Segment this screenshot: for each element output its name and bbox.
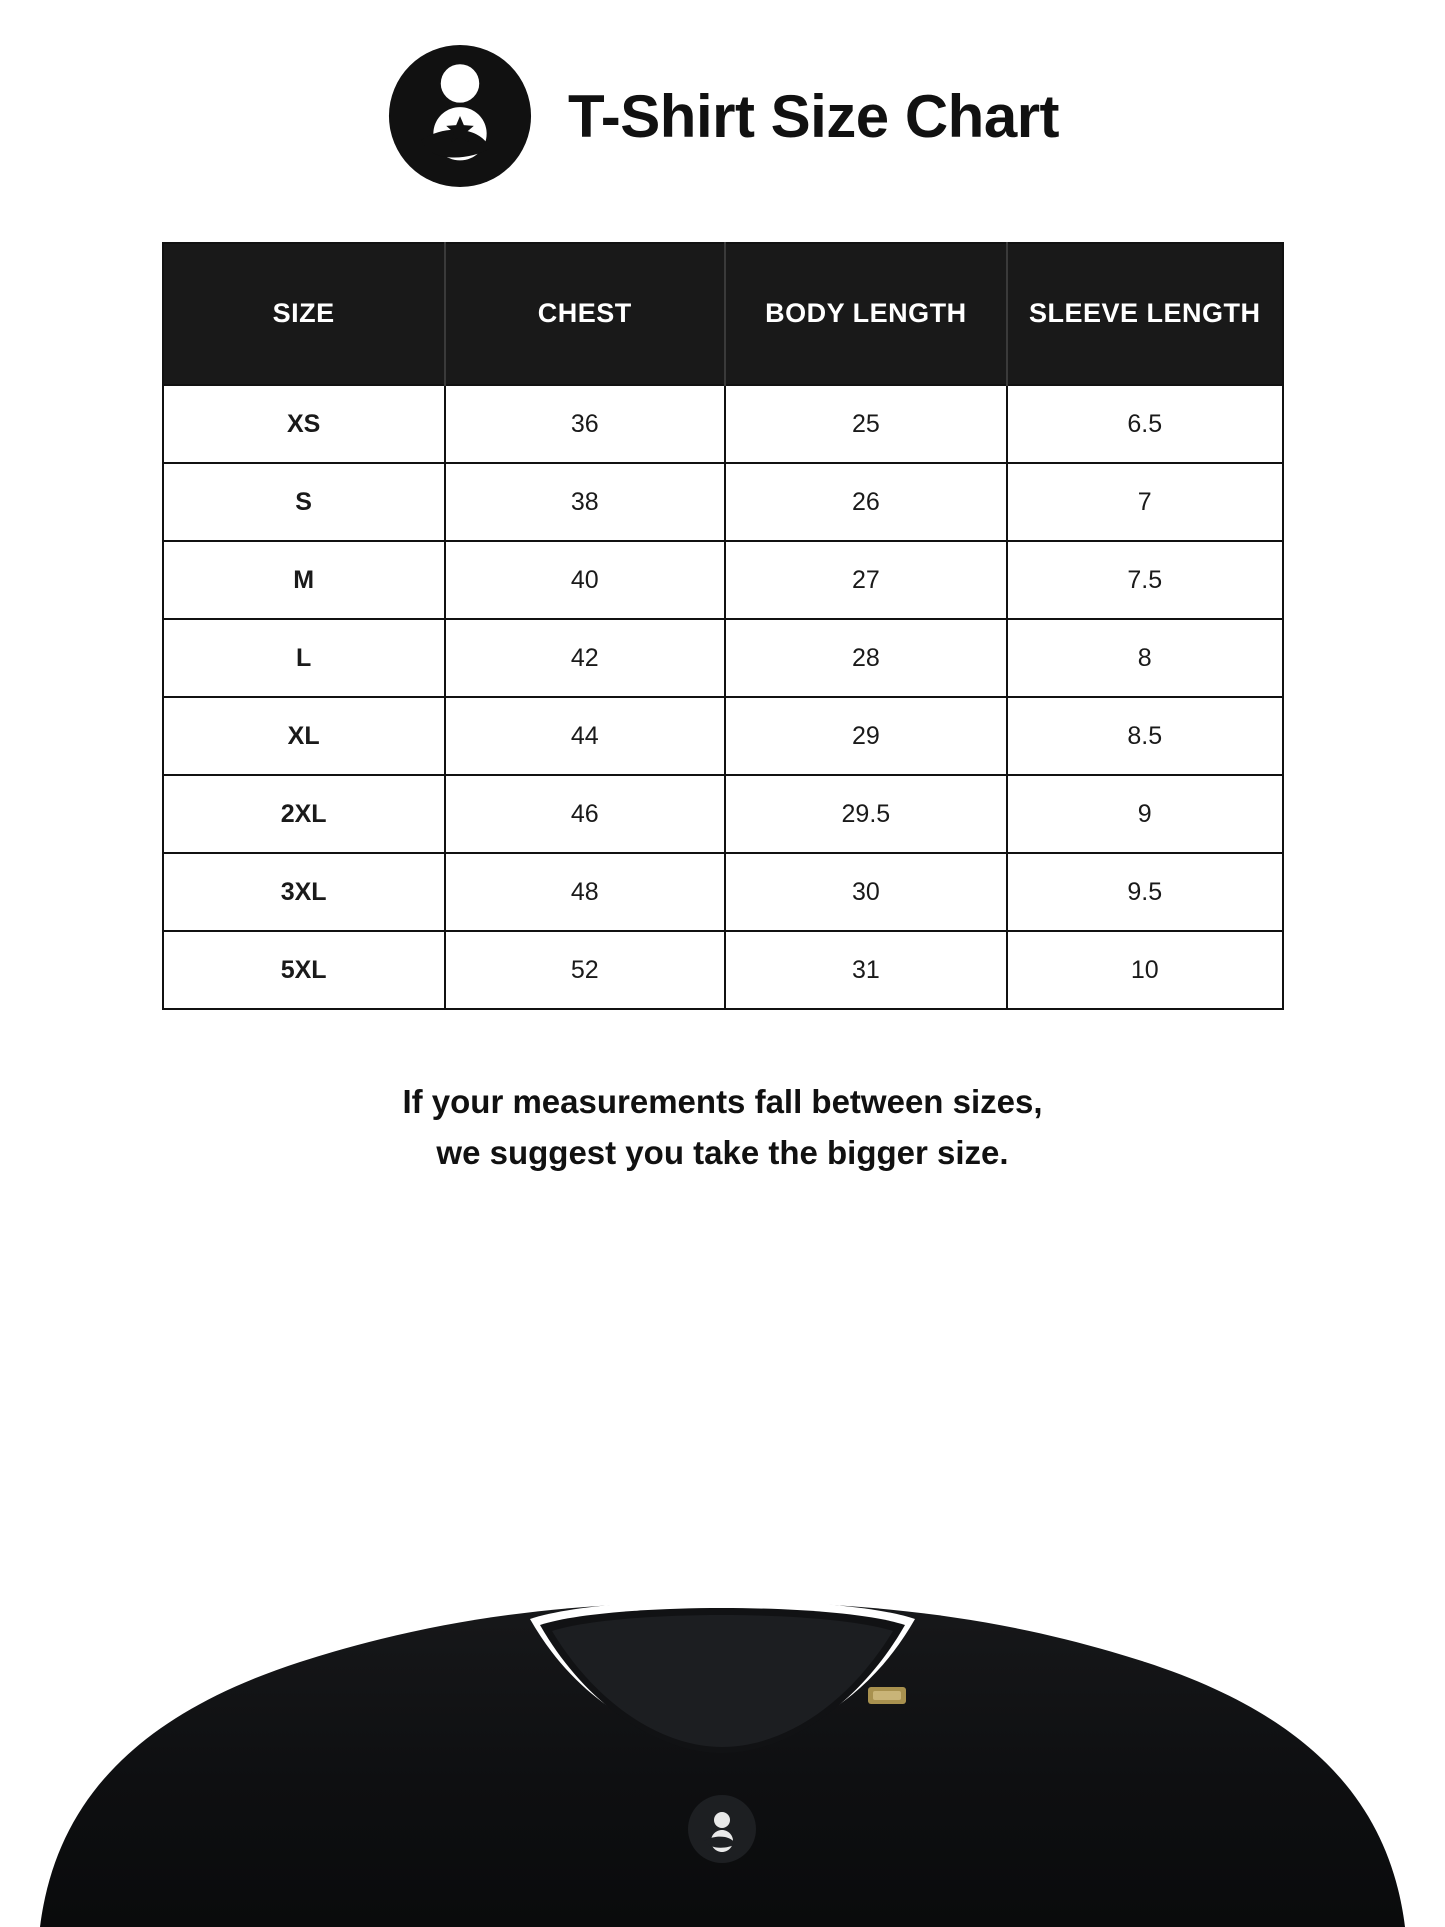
table-row xyxy=(163,463,1283,541)
cell-size: 3XL xyxy=(163,853,445,931)
cell-sleeve-length: 7.5 xyxy=(1007,541,1283,619)
sizing-note-line-1: If your measurements fall between sizes, xyxy=(402,1083,1043,1120)
cell-body-length: 25 xyxy=(725,385,1007,463)
table-row xyxy=(163,619,1283,697)
cell-size: 2XL xyxy=(163,775,445,853)
cell-chest: 42 xyxy=(445,619,725,697)
column-header-sleeve-length: SLEEVE LENGTH xyxy=(1007,243,1283,385)
cell-sleeve-length: 7 xyxy=(1007,463,1283,541)
cell-body-length: 29 xyxy=(725,697,1007,775)
person-in-circle-logo-icon xyxy=(386,42,534,190)
page-header xyxy=(0,0,1445,190)
sizing-note xyxy=(0,1076,1445,1178)
table-row xyxy=(163,697,1283,775)
cell-chest: 38 xyxy=(445,463,725,541)
size-table xyxy=(162,242,1284,1010)
cell-chest: 48 xyxy=(445,853,725,931)
cell-size: XL xyxy=(163,697,445,775)
table-header xyxy=(163,243,1283,385)
cell-body-length: 27 xyxy=(725,541,1007,619)
table-row xyxy=(163,931,1283,1009)
cell-body-length: 30 xyxy=(725,853,1007,931)
table-row xyxy=(163,775,1283,853)
cell-body-length: 28 xyxy=(725,619,1007,697)
cell-sleeve-length: 9 xyxy=(1007,775,1283,853)
table-header-row xyxy=(163,243,1283,385)
page-title: T-Shirt Size Chart xyxy=(567,82,1060,150)
cell-chest: 44 xyxy=(445,697,725,775)
black-tshirt-collar-photo xyxy=(0,1567,1445,1927)
cell-size: 5XL xyxy=(163,931,445,1009)
cell-sleeve-length: 10 xyxy=(1007,931,1283,1009)
cell-chest: 40 xyxy=(445,541,725,619)
cell-size: M xyxy=(163,541,445,619)
cell-sleeve-length: 8 xyxy=(1007,619,1283,697)
sizing-note-line-2: we suggest you take the bigger size. xyxy=(436,1134,1009,1172)
cell-sleeve-length: 6.5 xyxy=(1007,385,1283,463)
column-header-chest: CHEST xyxy=(445,243,725,385)
column-header-body-length: BODY LENGTH xyxy=(725,243,1007,385)
cell-body-length: 31 xyxy=(725,931,1007,1009)
size-table-wrapper xyxy=(162,242,1284,1010)
cell-chest: 36 xyxy=(445,385,725,463)
cell-chest: 46 xyxy=(445,775,725,853)
cell-sleeve-length: 8.5 xyxy=(1007,697,1283,775)
table-body xyxy=(163,385,1283,1009)
table-row xyxy=(163,385,1283,463)
cell-size: S xyxy=(163,463,445,541)
cell-body-length: 26 xyxy=(725,463,1007,541)
table-row xyxy=(163,853,1283,931)
cell-sleeve-length: 9.5 xyxy=(1007,853,1283,931)
cell-size: L xyxy=(163,619,445,697)
column-header-size: SIZE xyxy=(163,243,445,385)
table-row xyxy=(163,541,1283,619)
cell-size: XS xyxy=(163,385,445,463)
cell-body-length: 29.5 xyxy=(725,775,1007,853)
cell-chest: 52 xyxy=(445,931,725,1009)
